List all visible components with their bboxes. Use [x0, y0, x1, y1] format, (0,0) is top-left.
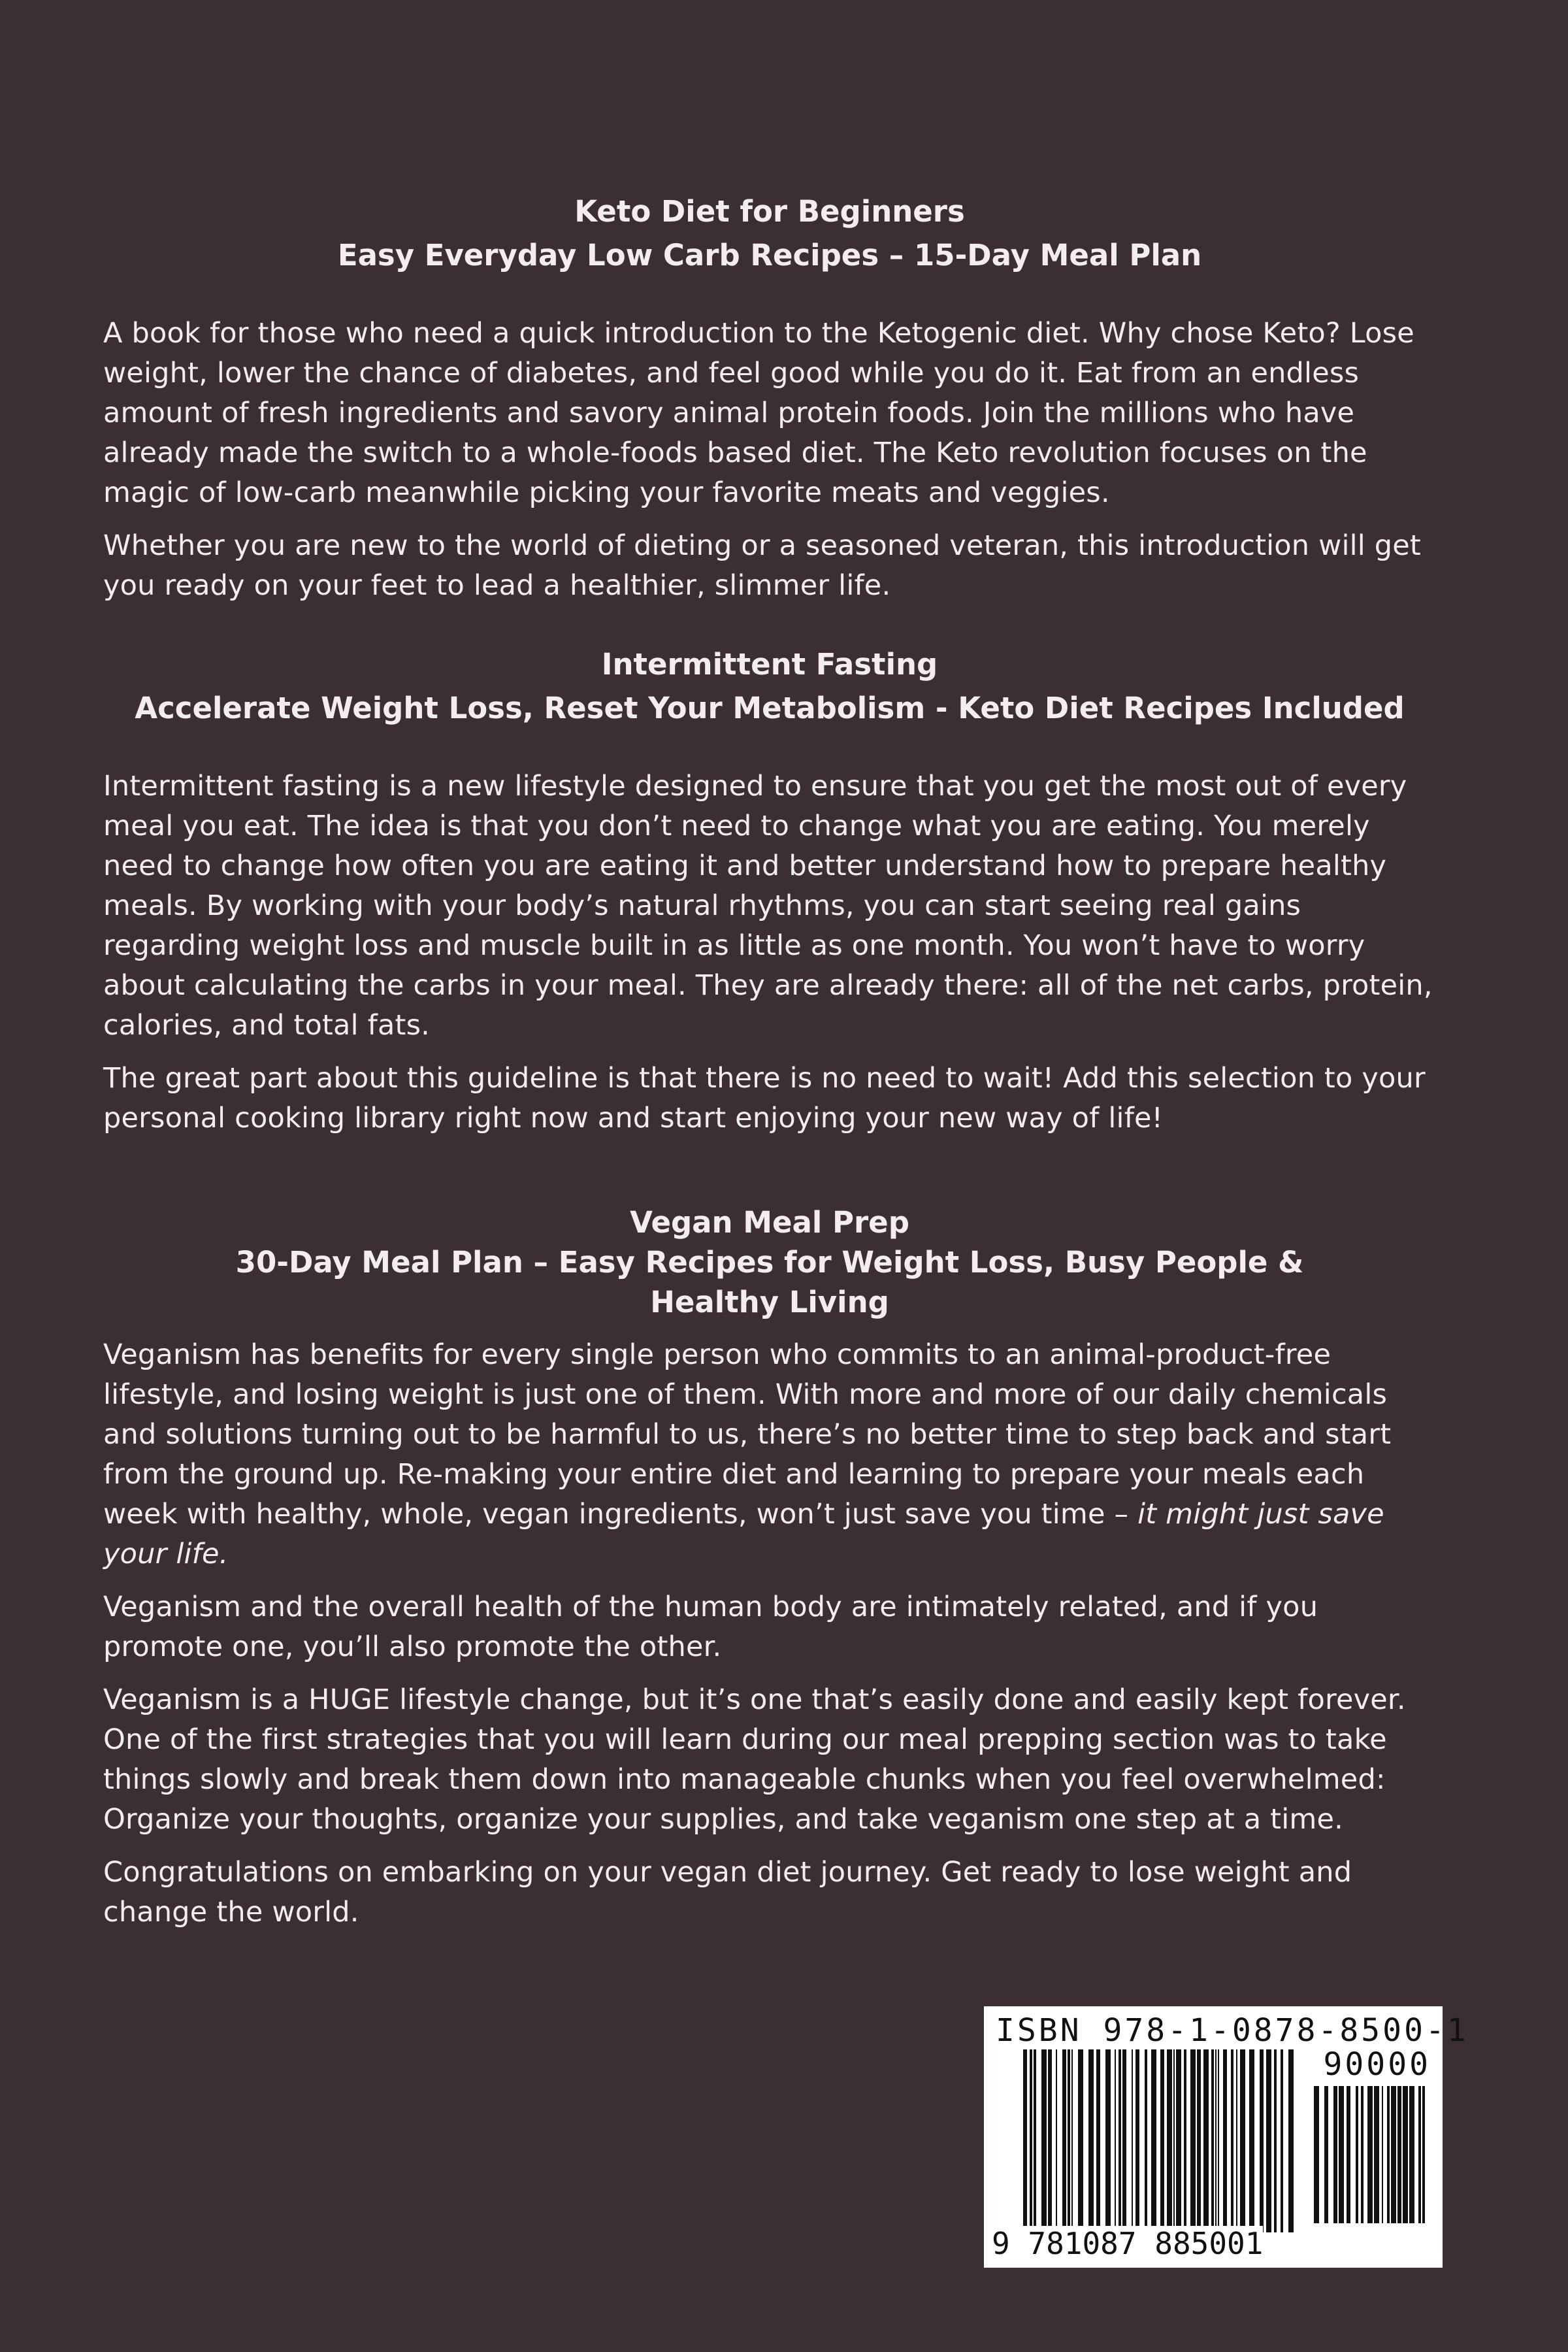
barcode-bar: [1197, 2049, 1201, 2232]
barcode-bar: [1260, 2049, 1264, 2232]
barcode-bar: [1397, 2086, 1401, 2223]
barcode-bar: [1356, 2086, 1358, 2223]
barcode-bar: [1223, 2049, 1227, 2232]
barcode-bar: [1078, 2049, 1083, 2232]
barcode-bar: [1231, 2049, 1233, 2232]
description-paragraph: Veganism is a HUGE lifestyle change, but it’s one that’s easily done and easily kept forever. One of the first strategies that you will learn during our meal prepping section was to take things slowly and break them down into manageable chunks when you feel overwhelmed: Organize your thoughts, organize your supplies, and take veganism one step at a time.: [103, 1683, 1406, 1836]
barcode-bar: [1236, 2049, 1237, 2232]
barcode-bar: [1122, 2049, 1126, 2232]
barcode-bar: [1324, 2086, 1328, 2223]
book-subtitle: Accelerate Weight Loss, Reset Your Metabolism - Keto Diet Recipes Included: [135, 691, 1405, 725]
barcode-bar: [1215, 2049, 1217, 2232]
book-section-intermittent-fasting: [103, 642, 1436, 1138]
description-paragraph: Veganism and the overall health of the human body are intimately related, and if you promote one, you’ll also promote the other.: [103, 1591, 1318, 1663]
barcode-bar: [1281, 2049, 1283, 2232]
barcode-bar: [1190, 2049, 1196, 2232]
description-paragraph: A book for those who need a quick introduction to the Ketogenic diet. Why chose Keto? Lose weight, lower the chance of diabetes, and feel good while you do it. Eat from an endless amount of fresh ingredients and savory animal protein foods. Join the millions who have already made the switch to a whole-foods based diet. The Keto revolution focuses on the magic of low-carb meanwhile picking your favorite meats and veggies.: [103, 317, 1414, 509]
barcode-bar: [1071, 2049, 1073, 2232]
barcode-bar: [1173, 2049, 1175, 2232]
barcode-bar: [1249, 2049, 1254, 2232]
barcode-bar: [1115, 2049, 1116, 2232]
barcode-bar: [1403, 2086, 1408, 2223]
barcode-bar: [1314, 2086, 1319, 2223]
ean-digits: 9 781087 885001: [992, 2226, 1264, 2261]
barcode-bar: [1176, 2049, 1181, 2232]
barcode-bar: [1288, 2049, 1294, 2232]
book-section-keto: [103, 190, 1436, 606]
ean-barcode-bars: [1023, 2049, 1298, 2232]
barcode-bar: [1160, 2049, 1164, 2232]
barcode-bar: [1418, 2086, 1421, 2223]
barcode-bar: [1132, 2049, 1133, 2232]
barcode-bar: [1056, 2049, 1057, 2232]
barcode-bar: [1409, 2086, 1414, 2223]
barcode-bar: [1218, 2049, 1219, 2232]
barcode-bar: [1062, 2049, 1066, 2232]
book-title: Keto Diet for Beginners: [574, 194, 965, 229]
barcode-bar: [1041, 2049, 1047, 2232]
isbn-barcode: [984, 2006, 1469, 2268]
barcode-bar: [1391, 2086, 1396, 2223]
barcode-bar: [1184, 2049, 1186, 2232]
barcode-bar: [1088, 2049, 1094, 2232]
barcode-bar: [1211, 2049, 1214, 2232]
barcode-bar: [1422, 2086, 1425, 2223]
paragraph-text: Veganism has benefits for every single person who commits to an animal-product-free lifestyle, and losing weight is just one of them. With more and more of our daily chemicals and solutions turning out to be harmful to us, there’s no better time to step back and start from the ground up. Re-making your entire diet and learning to prepare your meals each week with healthy, whole, vegan ingredients, won’t just save you time –: [103, 1338, 1392, 1531]
description-paragraph: The great part about this guideline is that there is no need to wait! Add this selection to your personal cooking library right now and start enjoying your new way of life!: [103, 1062, 1426, 1135]
barcode-bar: [1387, 2086, 1390, 2223]
description-paragraph: [103, 1335, 1436, 1574]
description-paragraph: Congratulations on embarking on your vegan diet journey. Get ready to lose weight and change the world.: [103, 1856, 1352, 1929]
barcode-bar: [1266, 2049, 1271, 2232]
book-title: Vegan Meal Prep: [630, 1205, 909, 1240]
barcode-bar: [1068, 2049, 1070, 2232]
price-code: 90000: [1323, 2046, 1431, 2083]
barcode-bar: [1145, 2049, 1147, 2232]
paragraph-emphasis: it might just save your life.: [103, 1498, 1384, 1570]
barcode-bar: [1167, 2049, 1172, 2232]
barcode-bar: [1030, 2049, 1032, 2232]
barcode-bar: [1333, 2086, 1337, 2223]
barcode-bar: [1048, 2049, 1052, 2232]
barcode-bar: [1347, 2086, 1350, 2223]
barcode-bar: [1274, 2049, 1277, 2232]
barcode-bar: [1361, 2086, 1364, 2223]
barcode-bar: [1382, 2086, 1383, 2223]
barcode-bar: [1135, 2049, 1139, 2232]
description-paragraph: Intermittent fasting is a new lifestyle designed to ensure that you get the most out of every meal you eat. The idea is that you don’t need to change what you are eating. You merely need to change how often you are eating it and better understand how to prepare healthy meals. By working with your body’s natural rhythms, you can start seeing real gains regarding weight loss and muscle built in as little as one month. You won’t have to worry about calculating the carbs in your meal. They are already there: all of the net carbs, protein, calories, and total fats.: [103, 770, 1433, 1042]
barcode-bar: [1339, 2086, 1344, 2223]
barcode-bar: [1367, 2086, 1373, 2223]
barcode-bar: [1240, 2049, 1245, 2232]
description-paragraph: Whether you are new to the world of dieting or a seasoned veteran, this introduction will get you ready on your feet to lead a healthier, slimmer life.: [103, 529, 1421, 602]
barcode-bar: [1105, 2049, 1111, 2232]
barcode-bar: [1023, 2049, 1027, 2232]
barcode-bar: [1096, 2049, 1100, 2232]
book-subtitle: Easy Everyday Low Carb Recipes – 15-Day Meal Plan: [337, 238, 1202, 273]
isbn-number: ISBN 978-1-0878-8500-1: [996, 2012, 1469, 2049]
book-title: Intermittent Fasting: [601, 647, 938, 682]
barcode-bar: [1151, 2049, 1156, 2232]
book-subtitle: 30-Day Meal Plan – Easy Recipes for Weight Loss, Busy People & Healthy Living: [235, 1245, 1304, 1319]
barcode-bar: [1203, 2049, 1209, 2232]
addon-barcode-bars: [1314, 2086, 1425, 2223]
barcode-bar: [1119, 2049, 1121, 2232]
barcode-bar: [1374, 2086, 1379, 2223]
book-section-vegan-meal-prep: [103, 1202, 1436, 1932]
barcode-bar: [1034, 2049, 1036, 2232]
